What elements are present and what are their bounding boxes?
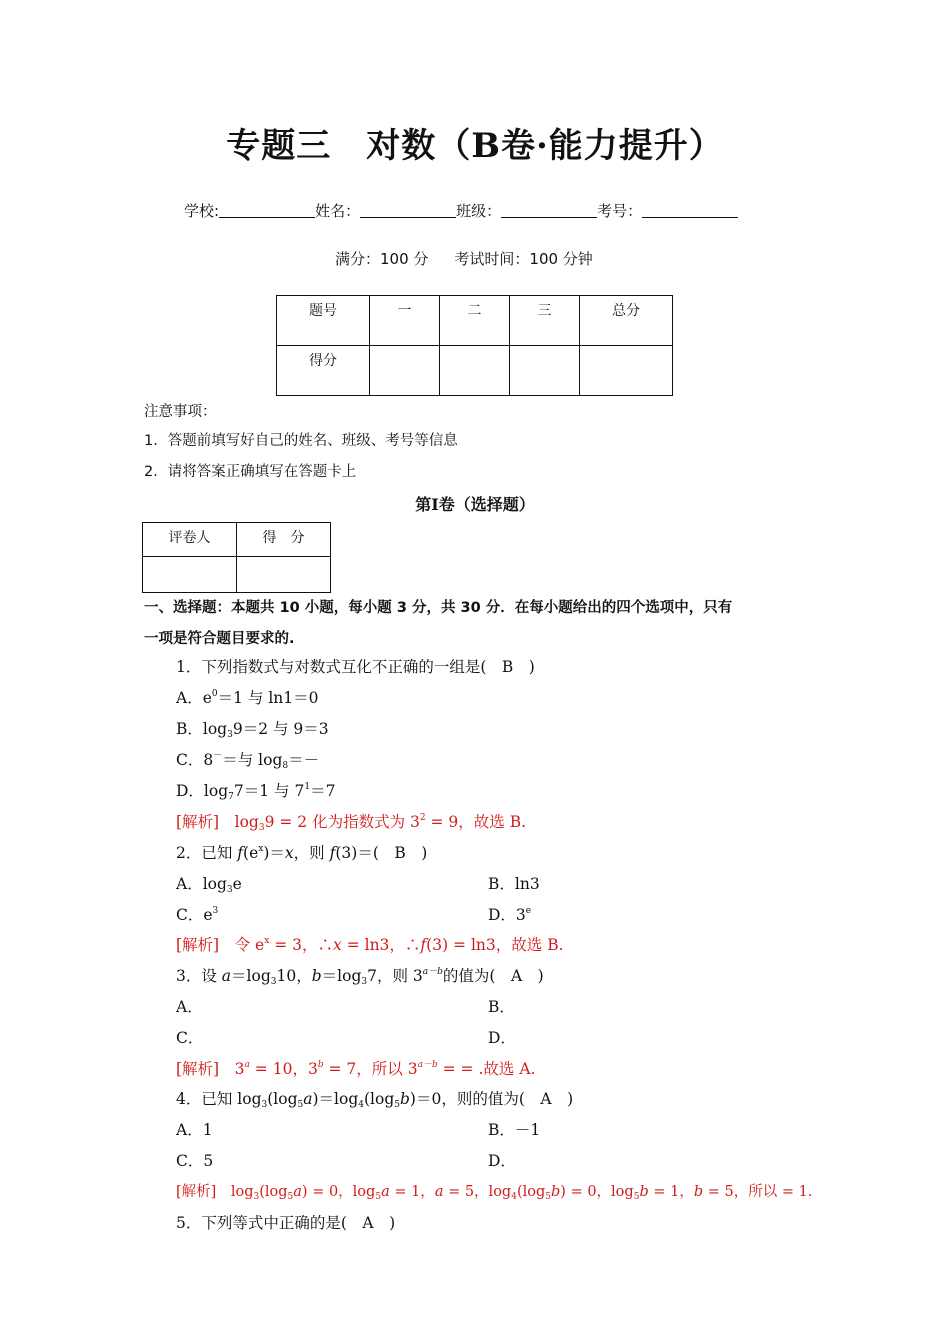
school-label: 学校: [184,202,220,220]
score-header: 一 [370,296,440,346]
exam-time: 考试时间：100 分钟 [454,250,593,268]
name-blank[interactable] [360,203,456,218]
grader-table [142,522,331,593]
class-blank[interactable] [501,203,597,218]
question-1-stem: 1．下列指数式与对数式互化不正确的一组是( B ) [176,658,535,676]
exam-meta [335,248,593,269]
question-3-option-d: D． [488,1029,516,1047]
class-label: 班级： [456,202,502,220]
score-header: 总分 [580,296,673,346]
question-1-option-b: B．$\log_39=2$ 与 9＝3 [176,720,329,740]
question-4-stem: 4．已知 $\log_3(\log_5a)=\log_4(\log_5b)=0$，则的值为( A ) [176,1090,574,1110]
score-cell[interactable] [580,346,673,396]
grader-score-cell[interactable] [237,557,331,593]
question-4-option-a: A．1 [176,1121,213,1139]
full-score: 满分：100 分 [335,250,429,268]
grader-score-header: 得 分 [237,523,331,557]
question-3-option-a: A． [176,998,203,1016]
question-3-stem: 3．设 $a=\log_310$，$b=\log_37$，则 $3^{a-b}$的值为( A ) [176,967,544,987]
question-3-analysis: [解析] $3^a = 10$，$3^b = 7$，所以 $3^{a-b}$ = = .故选 A. [176,1060,536,1078]
name-label: 姓名： [315,202,361,220]
part-title: 第Ⅰ卷（选择题） [415,495,535,514]
question-2-analysis: [解析] 令 $e^x = 3$，∴x = ln3，∴f(3) = ln3，故选 B. [176,936,564,954]
question-2-stem: 2．已知 $f(e^x)=x$，则 f(3)＝( B ) [176,844,428,862]
score-header: 二 [440,296,510,346]
question-1-option-c: C．8－＝与 $\log_8=-$ [176,751,320,771]
notes-title: 注意事项： [144,404,217,420]
question-5-stem: 5．下列等式中正确的是( A ) [176,1214,396,1232]
question-3-option-c: C． [176,1029,204,1047]
question-4-analysis: [解析] $\log_3(\log_5a) = 0$，$\log_5a = 1$，a = 5，$\log_4(\log_5b) = 0$，$\log_5b = 1$，b = 5，所以 = 1. [176,1184,813,1202]
section-heading: 一、选择题：本题共 10 小题，每小题 3 分，共 30 分．在每小题给出的四个选项中，只有 [144,600,733,616]
score-header: 题号 [277,296,370,346]
score-cell[interactable] [510,346,580,396]
student-info-line [184,200,738,221]
question-3-option-b: B． [488,998,515,1016]
question-4-option-c: C．5 [176,1152,214,1170]
question-4-option-d: D． [488,1152,516,1170]
score-cell[interactable] [370,346,440,396]
question-2-option-b: B．ln3 [488,875,540,893]
exam-no-blank[interactable] [642,203,738,218]
question-1-analysis: [解析] $\log_39 = 2$ 化为指数式为 $3^2 = 9$，故选 B. [176,813,527,833]
school-blank[interactable] [219,203,315,218]
question-2-option-c: C．$e^3$ [176,906,219,924]
question-1-option-d: D．$\log_77=1$ 与 $7^1=7$ [176,782,336,802]
score-table [276,295,673,396]
note-item: 2．请将答案正确填写在答题卡上 [144,464,357,480]
score-cell[interactable] [440,346,510,396]
question-2-option-a: A．$\log_3e$ [176,875,242,895]
score-header: 三 [510,296,580,346]
section-heading-cont: 一项是符合题目要求的. [144,631,295,647]
question-4-option-b: B．－1 [488,1121,541,1139]
grader-cell[interactable] [143,557,237,593]
exam-no-label: 考号： [597,202,643,220]
question-2-option-d: D．3e [488,906,532,924]
score-row-label: 得分 [277,346,370,396]
question-1-option-a: A．$e^0=1$ 与 ln1＝0 [176,689,319,707]
page-title: 专题三 对数（B卷·能力提升） [226,126,724,166]
grader-header: 评卷人 [143,523,237,557]
note-item: 1．答题前填写好自己的姓名、班级、考号等信息 [144,433,458,449]
